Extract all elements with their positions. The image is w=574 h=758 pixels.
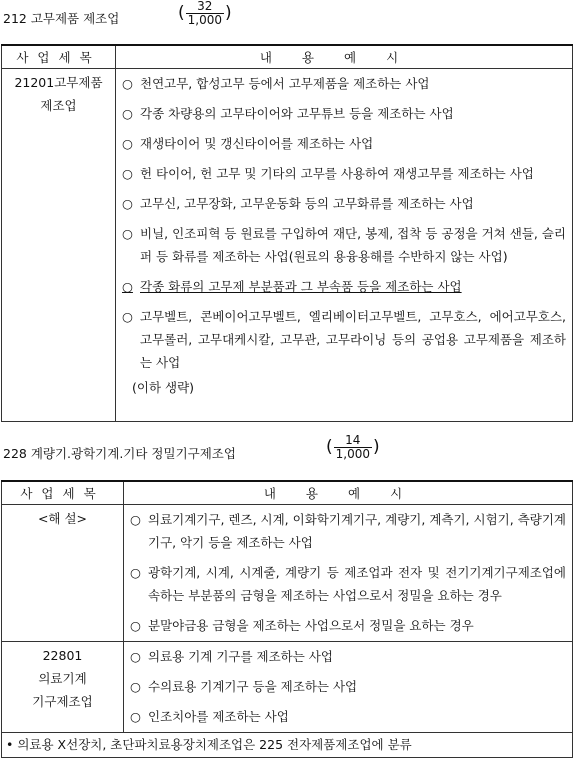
section1-ratio-numerator: 32: [197, 0, 213, 13]
section2-commentary-item: ○ 분말야금용 금형을 제조하는 사업으로서 정밀을 요하는 경우: [130, 618, 474, 633]
section1-item-underlined: ○ 각종 화류의 고무제 부분품과 그 부속품 등을 제조하는 사업: [122, 279, 462, 294]
section2-ratio-numerator: 14: [345, 433, 361, 447]
section2-commentary-item: ○ 의료기계기구, 렌즈, 시계, 이화학기계기구, 계량기, 계측기, 시험기, 측량기계기구, 악기 등을 제조하는 사업: [130, 512, 566, 550]
section1-title: 212 고무제품 제조업: [3, 11, 120, 26]
section1-header-right: 내용예시: [116, 45, 573, 69]
section1-code: 21201고무제품: [14, 75, 103, 90]
section2-commentary-label: <해 설>: [37, 511, 88, 526]
section1-code-cell: [2, 69, 116, 422]
section1-code-name: 제조업: [40, 98, 77, 113]
section1-item: ○ 비닐, 인조피혁 등 원료를 구입하여 재단, 봉제, 접착 등 공정을 거쳐 샌들, 슬리퍼 등 화류를 제조하는 사업(원료의 용융용해를 수반하지 않는 사업): [122, 226, 566, 264]
section1-item: ○ 각종 차량용의 고무타이어와 고무튜브 등을 제조하는 사업: [122, 106, 454, 121]
section2-ratio-denominator: 1,000: [335, 447, 370, 461]
section2-commentary-cell: [124, 505, 573, 642]
section1-note: (이하 생략): [132, 380, 195, 395]
section2-ratio: ( $\frac{14}{1,000}$ ): [326, 433, 380, 461]
bullet-icon: •: [6, 737, 14, 752]
section2-table: [1, 480, 573, 758]
section2-item: ○ 인조치아를 제조하는 사업: [130, 709, 289, 724]
section2-code-name-2: 기구제조업: [32, 694, 93, 709]
section1-item: ○ 헌 타이어, 헌 고무 및 기타의 고무를 사용하여 재생고무를 제조하는 사업: [122, 166, 534, 181]
section2-bullet-note: [2, 733, 573, 758]
section2-code-name-1: 의료기계: [38, 671, 87, 686]
section2-title: 228 계량기.광학기계.기타 정밀기구제조업: [3, 446, 236, 461]
section1-item: ○ 고무신, 고무장화, 고무운동화 등의 고무화류를 제조하는 사업: [122, 196, 474, 211]
section1-header-left: 사업세목: [2, 45, 116, 69]
section2-code: 22801: [42, 648, 83, 663]
section2-item: ○ 수의료용 기계기구 등을 제조하는 사업: [130, 679, 358, 694]
section2-bullet-note-text: 의료용 X선장치, 초단파치료용장치제조업은 225 전자제품제조업에 분류: [17, 737, 412, 752]
section2-code-cell: [2, 642, 124, 733]
section2-header-left: 사업세목: [2, 481, 124, 505]
section1-item: ○ 고무벨트, 콘베이어고무벨트, 엘리베이터고무벨트, 고무호스, 에어고무호스, 고무롤러, 고무대케시칼, 고무관, 고무라이닝 등의 공업용 고무제품을 제조하는 사업: [122, 309, 566, 370]
section1-ratio-denominator: 1,000: [187, 13, 222, 27]
section2-header-right: 내용예시: [124, 481, 573, 505]
section1-item: ○ 재생타이어 및 갱신타이어를 제조하는 사업: [122, 136, 374, 151]
section2-content-cell: [124, 642, 573, 733]
section2-commentary-item: ○ 광학기계, 시계, 시계줄, 계량기 등 제조업과 전자 및 전기기계기구제조업에 속하는 부분품의 금형을 제조하는 사업으로서 정밀을 요하는 경우: [130, 565, 566, 603]
section2-item: ○ 의료용 기계 기구를 제조하는 사업: [130, 649, 333, 664]
section1-table: [1, 44, 573, 422]
section1-ratio: ( $\frac{32}{1,000}$ ): [178, 0, 232, 27]
section1-content-cell: [116, 69, 573, 422]
section2-commentary-label-cell: [2, 505, 124, 642]
section1-item: ○ 천연고무, 합성고무 등에서 고무제품을 제조하는 사업: [122, 76, 430, 91]
